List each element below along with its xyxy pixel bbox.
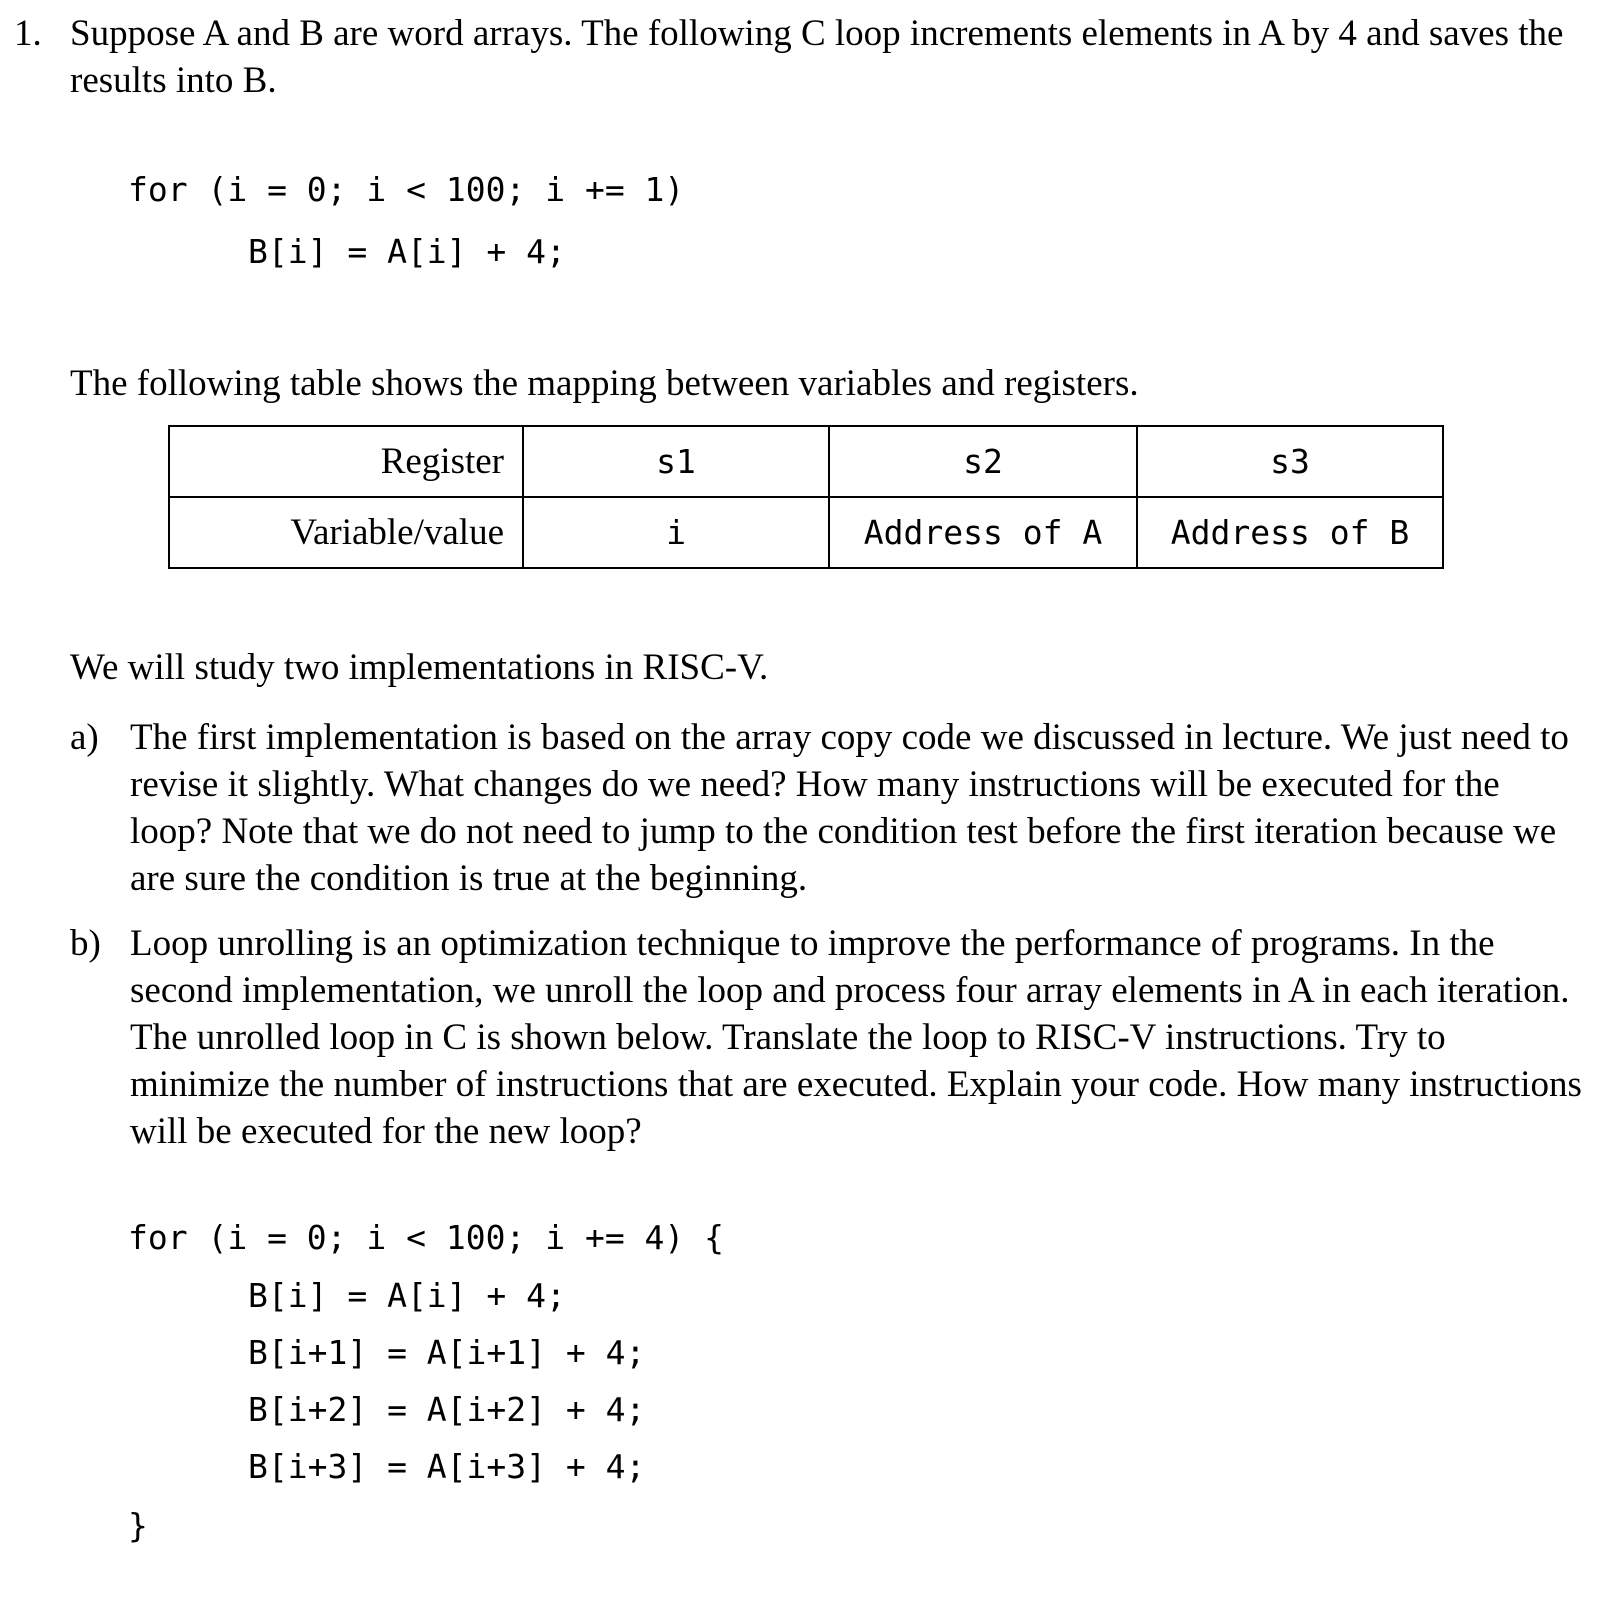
- code2-line: B[i] = A[i] + 4;: [248, 1276, 566, 1315]
- table-intro: The following table shows the mapping between variables and registers.: [70, 363, 1139, 404]
- code1-line: B[i] = A[i] + 4;: [248, 232, 566, 271]
- part-a-label: a): [70, 717, 99, 758]
- code2-line: }: [128, 1506, 148, 1545]
- code1-line: for (i = 0; i < 100; i += 1): [128, 170, 685, 209]
- part-b-label: b): [70, 923, 101, 964]
- part-b-text: Loop unrolling is an optimization technique to improve the performance of programs. In the second implementation, we unroll the loop and process four array elements in A in each iteration. The unrolled loop in C is shown below. Translate the loop to RISC-V instructions. Try to minimize the number of instructions that are executed. Explain your code. How many instructions will be executed for the new loop?: [130, 923, 1582, 1152]
- value-cell: i: [523, 497, 829, 568]
- value-header-cell: Variable/value: [169, 497, 523, 568]
- register-header-cell: Register: [169, 426, 523, 497]
- code2-line: B[i+1] = A[i+1] + 4;: [248, 1333, 646, 1372]
- table-row: [169, 497, 1443, 568]
- register-cell: s3: [1137, 426, 1443, 497]
- table-row: [169, 426, 1443, 497]
- question-number: 1.: [14, 13, 42, 54]
- code2-line: for (i = 0; i < 100; i += 4) {: [128, 1218, 725, 1257]
- code2-line: B[i+2] = A[i+2] + 4;: [248, 1390, 646, 1429]
- code2-line: B[i+3] = A[i+3] + 4;: [248, 1447, 646, 1486]
- register-mapping-table: [168, 425, 1444, 569]
- question-intro: Suppose A and B are word arrays. The following C loop increments elements in A by 4 and saves the results into B.: [70, 13, 1564, 101]
- implementations-intro: We will study two implementations in RISC-V.: [70, 647, 769, 688]
- part-a-text: The first implementation is based on the array copy code we discussed in lecture. We just need to revise it slightly. What changes do we need? How many instructions will be executed for the loop? Note that we do not need to jump to the condition test before the first iteration because we are sure the condition is true at the beginning.: [130, 717, 1569, 899]
- register-cell: s2: [829, 426, 1137, 497]
- value-cell: Address of A: [829, 497, 1137, 568]
- value-cell: Address of B: [1137, 497, 1443, 568]
- register-cell: s1: [523, 426, 829, 497]
